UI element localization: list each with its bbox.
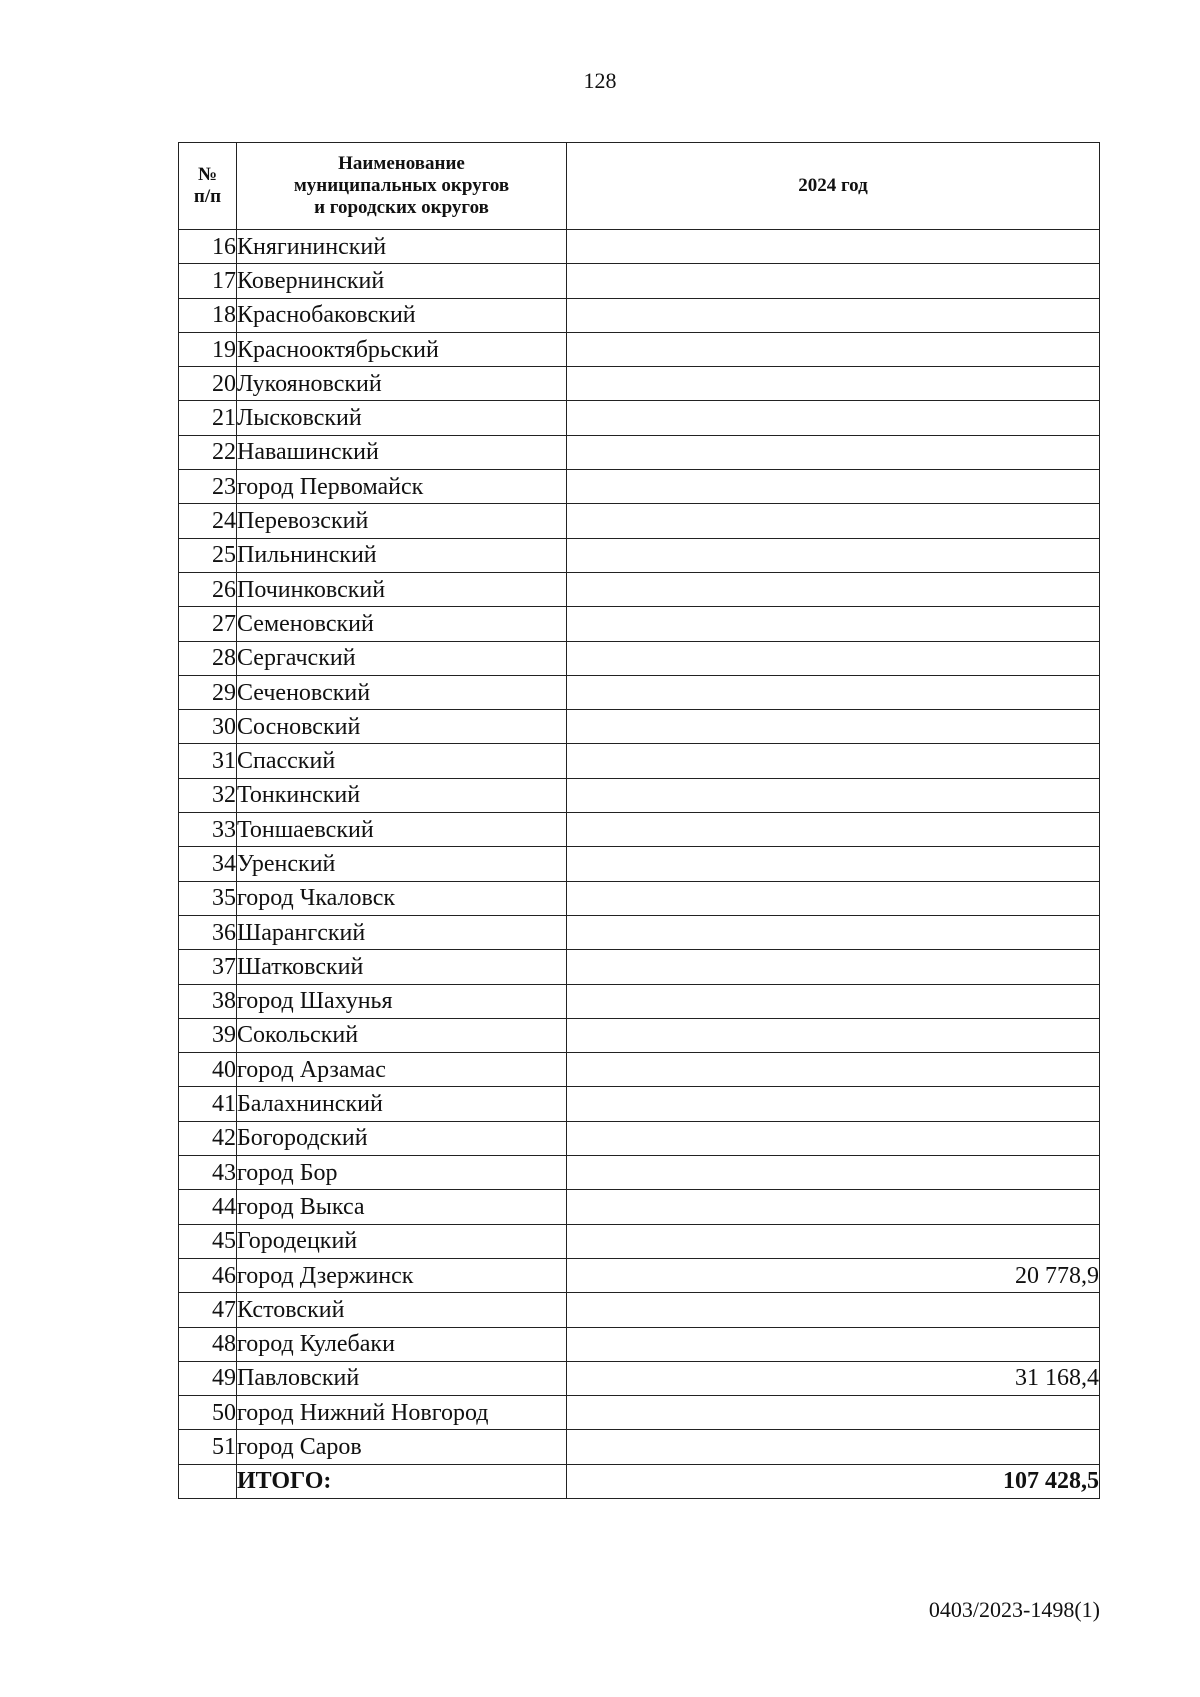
row-name: Княгининский: [237, 230, 567, 264]
row-number: 33: [179, 813, 237, 847]
row-number: 46: [179, 1258, 237, 1292]
row-value: [567, 332, 1100, 366]
row-value: [567, 881, 1100, 915]
table-row: [179, 572, 1100, 606]
table-row: [179, 744, 1100, 778]
row-name: Починковский: [237, 572, 567, 606]
row-name: город Нижний Новгород: [237, 1396, 567, 1430]
header-name: Наименование муниципальных округов и городских округов: [237, 143, 567, 230]
row-name: город Дзержинск: [237, 1258, 567, 1292]
row-name: город Кулебаки: [237, 1327, 567, 1361]
row-value: [567, 1087, 1100, 1121]
table-row: [179, 950, 1100, 984]
row-number: 34: [179, 847, 237, 881]
row-value: [567, 1156, 1100, 1190]
row-name: Богородский: [237, 1121, 567, 1155]
row-name: Шарангский: [237, 915, 567, 949]
table-row: [179, 264, 1100, 298]
page-number: 128: [583, 68, 617, 93]
row-name: Сеченовский: [237, 675, 567, 709]
table-row: [179, 915, 1100, 949]
row-name: Шатковский: [237, 950, 567, 984]
row-name: Кстовский: [237, 1293, 567, 1327]
total-value: 107 428,5: [567, 1464, 1100, 1498]
row-number: 50: [179, 1396, 237, 1430]
table-row: [179, 1258, 1100, 1292]
row-number: 17: [179, 264, 237, 298]
row-value: [567, 572, 1100, 606]
header-number: № п/п: [179, 143, 237, 230]
row-name: Городецкий: [237, 1224, 567, 1258]
table-row: [179, 1327, 1100, 1361]
row-value: [567, 298, 1100, 332]
table-row: [179, 641, 1100, 675]
row-number: 48: [179, 1327, 237, 1361]
table-row: [179, 1430, 1100, 1464]
row-value: [567, 710, 1100, 744]
row-number: 32: [179, 778, 237, 812]
row-name: Павловский: [237, 1361, 567, 1395]
table-row: [179, 1053, 1100, 1087]
row-number: 20: [179, 367, 237, 401]
row-number: 35: [179, 881, 237, 915]
row-name: город Выкса: [237, 1190, 567, 1224]
table-row: [179, 1293, 1100, 1327]
table-row: [179, 435, 1100, 469]
row-value: [567, 847, 1100, 881]
row-number: 37: [179, 950, 237, 984]
table-row: [179, 298, 1100, 332]
row-name: Перевозский: [237, 504, 567, 538]
row-number: 29: [179, 675, 237, 709]
table-row: [179, 675, 1100, 709]
row-name: Лукояновский: [237, 367, 567, 401]
row-value: [567, 950, 1100, 984]
row-number: 36: [179, 915, 237, 949]
row-value: [567, 230, 1100, 264]
row-number: 25: [179, 538, 237, 572]
table-row: [179, 607, 1100, 641]
total-label: ИТОГО:: [237, 1464, 567, 1498]
row-number: 22: [179, 435, 237, 469]
total-number-cell: [179, 1464, 237, 1498]
row-number: 18: [179, 298, 237, 332]
row-name: Уренский: [237, 847, 567, 881]
allocation-table: [178, 142, 1100, 1499]
row-number: 44: [179, 1190, 237, 1224]
row-number: 42: [179, 1121, 237, 1155]
table-row: [179, 984, 1100, 1018]
row-number: 21: [179, 401, 237, 435]
row-number: 39: [179, 1018, 237, 1052]
row-name: Семеновский: [237, 607, 567, 641]
document-code: 0403/2023-1498(1): [928, 1597, 1100, 1622]
row-value: [567, 744, 1100, 778]
row-name: Краснобаковский: [237, 298, 567, 332]
row-value: [567, 1190, 1100, 1224]
header-year: 2024 год: [567, 143, 1100, 230]
row-value: [567, 470, 1100, 504]
row-number: 19: [179, 332, 237, 366]
row-value: [567, 607, 1100, 641]
table-body: [179, 230, 1100, 1499]
row-value: [567, 984, 1100, 1018]
table-row: [179, 1396, 1100, 1430]
row-name: Навашинский: [237, 435, 567, 469]
row-name: Сокольский: [237, 1018, 567, 1052]
row-number: 43: [179, 1156, 237, 1190]
row-name: Сергачский: [237, 641, 567, 675]
row-value: [567, 264, 1100, 298]
row-number: 41: [179, 1087, 237, 1121]
table-row: [179, 332, 1100, 366]
row-value: [567, 1327, 1100, 1361]
row-number: 49: [179, 1361, 237, 1395]
row-name: город Арзамас: [237, 1053, 567, 1087]
row-name: Тонкинский: [237, 778, 567, 812]
table-row: [179, 847, 1100, 881]
row-number: 31: [179, 744, 237, 778]
row-name: Пильнинский: [237, 538, 567, 572]
table-row: [179, 538, 1100, 572]
table-row: [179, 367, 1100, 401]
table-row: [179, 401, 1100, 435]
table-row: [179, 778, 1100, 812]
table-row: [179, 470, 1100, 504]
row-value: [567, 1018, 1100, 1052]
row-name: Балахнинский: [237, 1087, 567, 1121]
row-number: 45: [179, 1224, 237, 1258]
row-name: Лысковский: [237, 401, 567, 435]
total-row: [179, 1464, 1100, 1498]
row-value: [567, 1396, 1100, 1430]
row-value: [567, 435, 1100, 469]
table-row: [179, 230, 1100, 264]
row-value: [567, 641, 1100, 675]
table-row: [179, 813, 1100, 847]
row-number: 51: [179, 1430, 237, 1464]
row-value: [567, 813, 1100, 847]
row-value: [567, 1224, 1100, 1258]
row-name: Тоншаевский: [237, 813, 567, 847]
row-number: 38: [179, 984, 237, 1018]
row-name: город Бор: [237, 1156, 567, 1190]
row-value: [567, 778, 1100, 812]
row-value: [567, 915, 1100, 949]
row-value: 31 168,4: [567, 1361, 1100, 1395]
row-value: [567, 538, 1100, 572]
row-name: город Первомайск: [237, 470, 567, 504]
row-value: [567, 1430, 1100, 1464]
row-value: [567, 401, 1100, 435]
table-row: [179, 1190, 1100, 1224]
row-value: [567, 1053, 1100, 1087]
table-row: [179, 504, 1100, 538]
table-row: [179, 710, 1100, 744]
row-name: город Шахунья: [237, 984, 567, 1018]
row-number: 30: [179, 710, 237, 744]
table-row: [179, 1361, 1100, 1395]
row-value: [567, 504, 1100, 538]
row-name: Ковернинский: [237, 264, 567, 298]
row-number: 28: [179, 641, 237, 675]
row-name: Краснооктябрьский: [237, 332, 567, 366]
row-name: город Чкаловск: [237, 881, 567, 915]
row-name: Спасский: [237, 744, 567, 778]
row-name: Сосновский: [237, 710, 567, 744]
row-number: 26: [179, 572, 237, 606]
table-row: [179, 1224, 1100, 1258]
row-number: 23: [179, 470, 237, 504]
row-number: 16: [179, 230, 237, 264]
row-value: [567, 1121, 1100, 1155]
table-row: [179, 1018, 1100, 1052]
row-name: город Саров: [237, 1430, 567, 1464]
row-number: 47: [179, 1293, 237, 1327]
table-header-row: [179, 143, 1100, 230]
row-value: [567, 1293, 1100, 1327]
row-number: 40: [179, 1053, 237, 1087]
row-value: 20 778,9: [567, 1258, 1100, 1292]
table-row: [179, 1121, 1100, 1155]
table-row: [179, 881, 1100, 915]
row-value: [567, 367, 1100, 401]
table-row: [179, 1156, 1100, 1190]
row-value: [567, 675, 1100, 709]
table-row: [179, 1087, 1100, 1121]
row-number: 24: [179, 504, 237, 538]
row-number: 27: [179, 607, 237, 641]
